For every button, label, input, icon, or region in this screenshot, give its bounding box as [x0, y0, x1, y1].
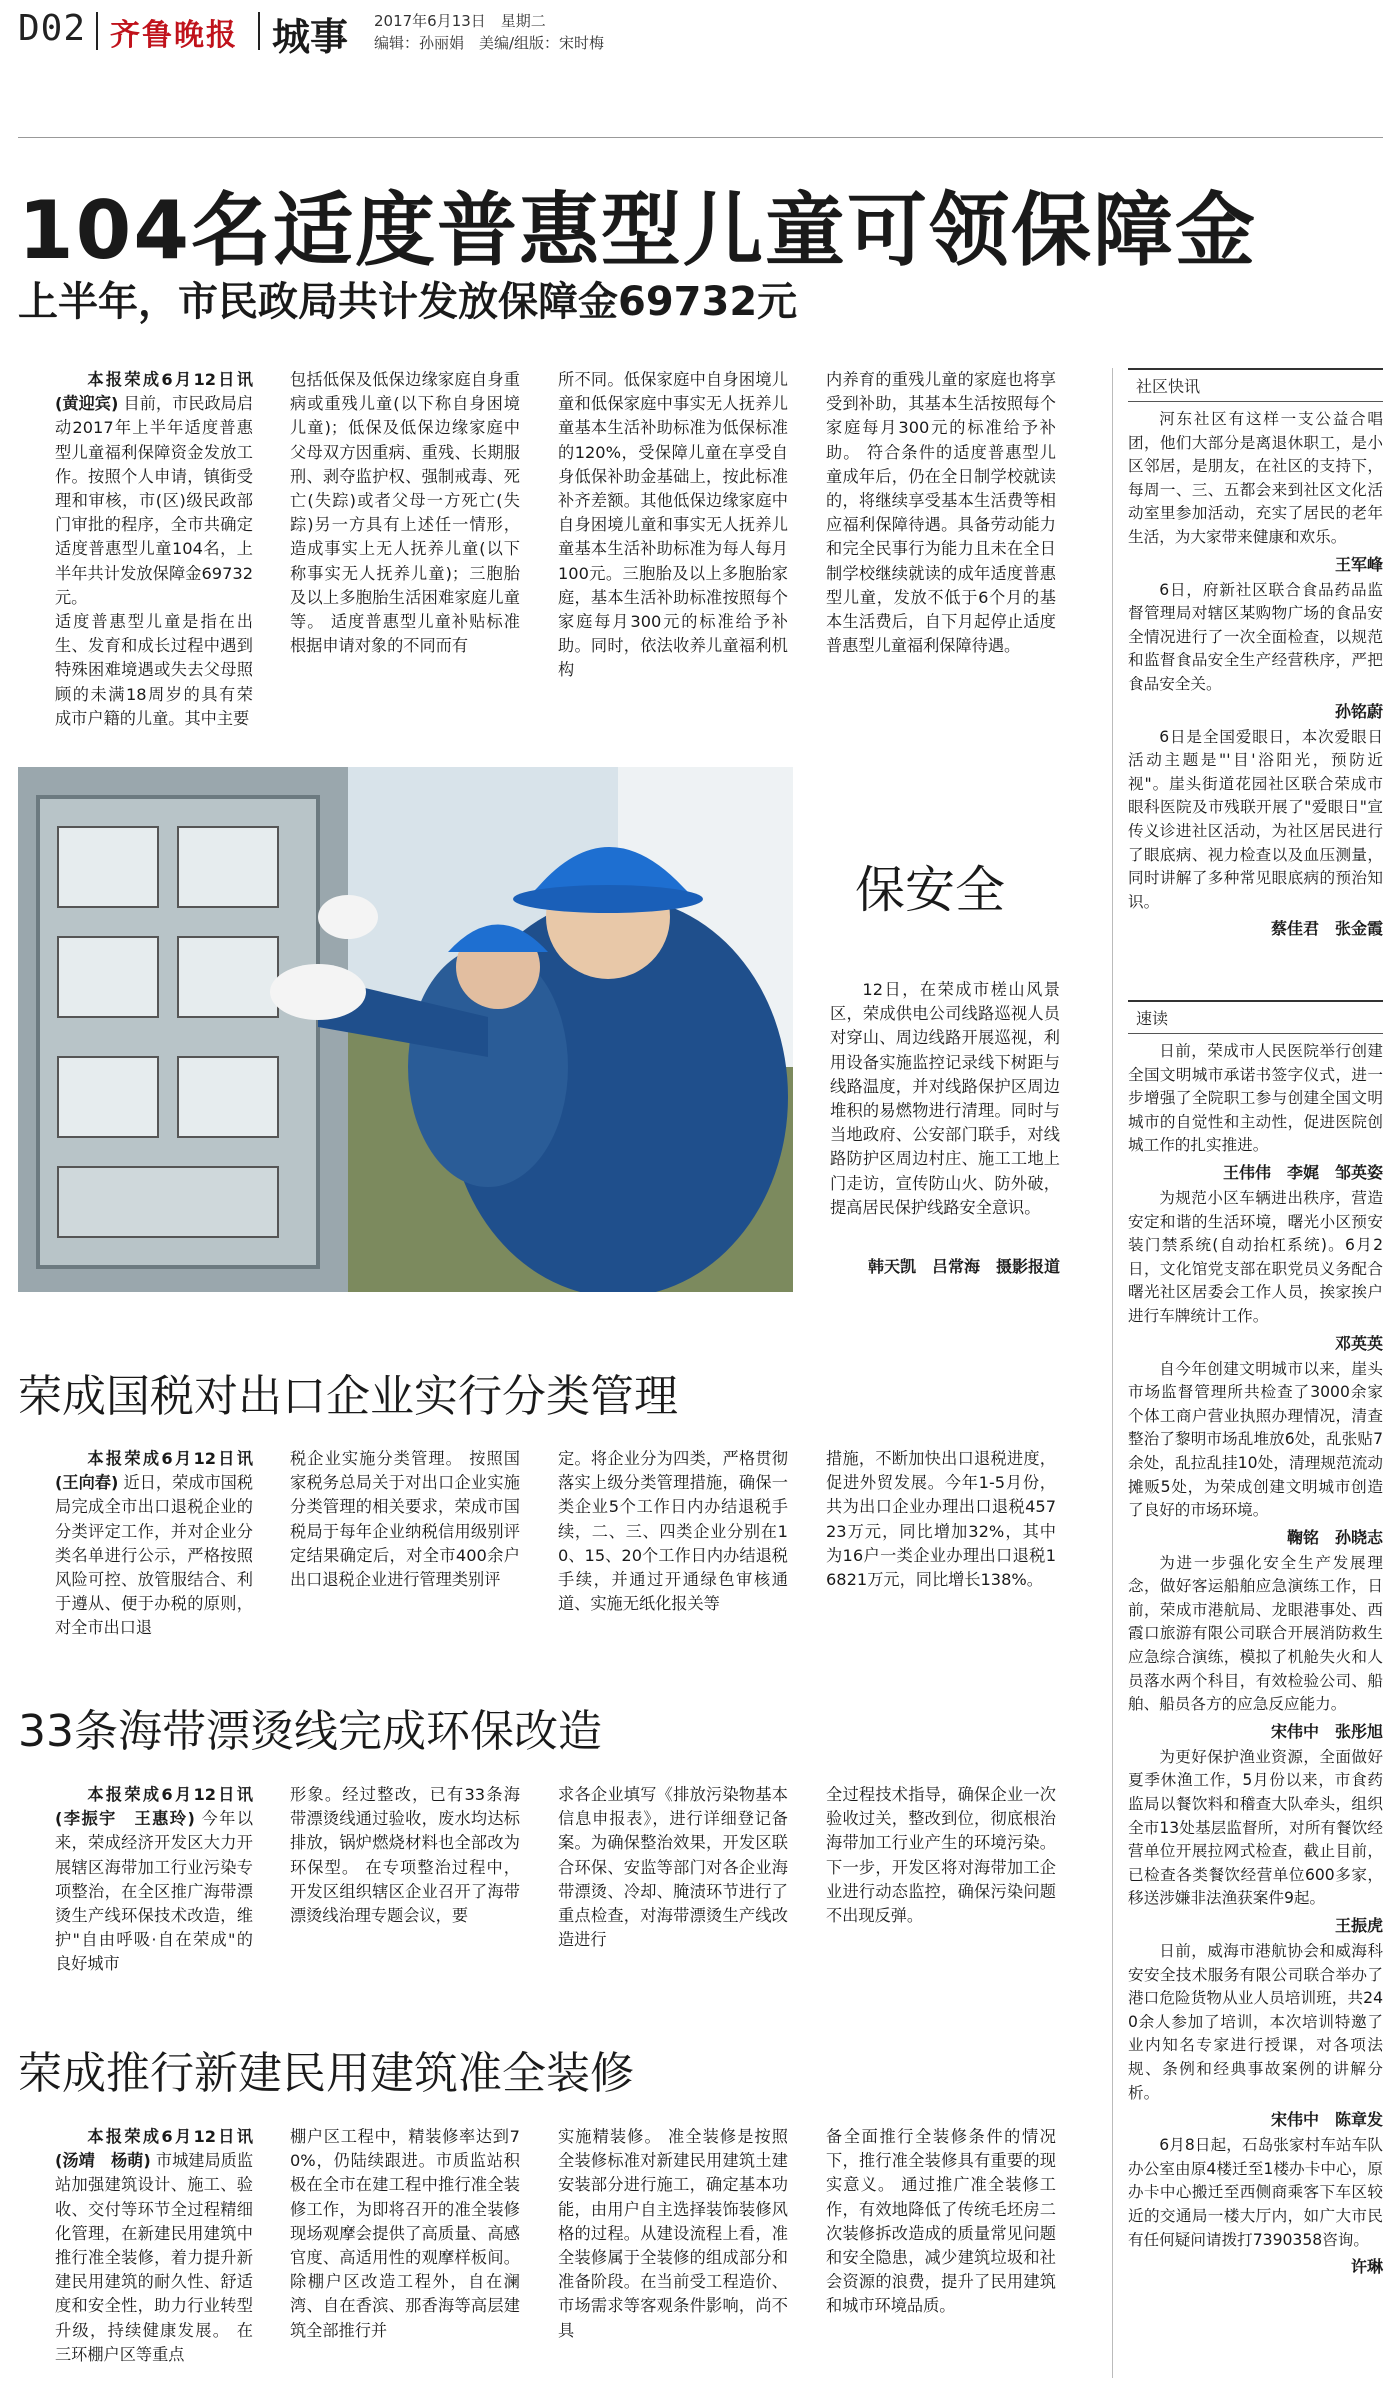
sidebar-item-author: 王军峰: [1334, 554, 1383, 574]
lead-column-3: 所不同。低保家庭中自身困境儿童和低保家庭中事实无人抚养儿童基本生活补助标准为低保标准的120%，受保障儿童在享受自身低保补助金基础上，按此标准补齐差额。其他低保边缘家庭中自身困境儿童和事实无人抚养儿童基本生活补助标准为每人每月100元。三胞胎及以上多胞胎家庭，基本生活补助标准按照每个家庭每月300元的标准给予补助。同时，依法收养儿童福利机构: [558, 370, 788, 680]
news-photo: [18, 767, 793, 1292]
issue-date: 2017年6月13日 星期二: [374, 12, 546, 30]
sea-column-3: 求各企业填写《排放污染物基本信息申报表》，进行详细登记备案。为确保整治效果，开发区联合环保、安监等部门对各企业海带漂烫、冷却、腌渍环节进行了重点检查，对海带漂烫生产线改造进行: [558, 1785, 788, 1950]
sidebar-item-author: 王伟伟 李娓 邹英姿: [1222, 1162, 1383, 1182]
sidebar-item-author: 宋伟中 陈章发: [1270, 2110, 1383, 2130]
sidebar-community-news: [1128, 368, 1383, 943]
sidebar-item-text: 日前，威海市港航协会和威海科安安全技术服务有限公司联合举办了港口危险货物从业人员培训班，共240余人参加了培训，本次培训特邀了业内知名专家进行授课，对各项法规、条例和经典事故案例的讲解分析。: [1128, 1942, 1383, 2102]
masthead-divider: [258, 12, 260, 50]
sidebar-item-text: 6日，府新社区联合食品药品监督管理局对辖区某购物广场的食品安全情况进行了一次全面检查，以规范和监督食品安全生产经营秩序，严把食品安全关。: [1128, 580, 1383, 693]
sidebar-item-text: 6日是全国爱眼日，本次爱眼日活动主题是"'目'浴阳光，预防近视"。崖头街道花园社区联合荣成市眼科医院及市残联开展了"爱眼日"宣传义诊进社区活动，为社区居民进行了眼底病、视力检查以及血压测量，同时讲解了多种常见眼底病的预治知识。: [1128, 727, 1383, 911]
sidebar-item-author: 宋伟中 张彤旭: [1270, 1721, 1383, 1741]
tax-column-2: 税企业实施分类管理。 按照国家税务总局关于对出口企业实施分类管理的相关要求，荣成市国税局于每年企业纳税信用级别评定结果确定后，对全市400余户出口退税企业进行管理类别评: [290, 1449, 520, 1590]
build-column-1: [55, 2125, 253, 2367]
sidebar-item-text: 为规范小区车辆进出秩序，营造安定和谐的生活环境，曙光小区预安装门禁系统(自动抬杠系统)。6月2日，文化馆党支部在职党员义务配合曙光社区居委会工作人员，挨家挨户进行车牌统计工作。: [1128, 1188, 1383, 1325]
sea-column-2: 形象。经过整改，已有33条海带漂烫线通过验收，废水均达标排放，锅炉燃烧材料也全部改为环保型。 在专项整治过程中，开发区组织辖区企业召开了海带漂烫线治理专题会议，要: [290, 1785, 520, 1926]
lead-column-2: 包括低保及低保边缘家庭自身重病或重残儿童(以下称自身困境儿童)；低保及低保边缘家庭中父母双方因重病、重残、长期服刑、剥夺监护权、强制戒毒、死亡(失踪)或者父母一方死亡(失踪)另一方具有上述任一情形，造成事实上无人抚养儿童(以下称事实无人抚养儿童)；三胞胎及以上多胞胎生活困难家庭儿童等。 适度普惠型儿童补贴标准根据申请对象的不同而有: [290, 370, 520, 656]
lead-subhead: 上半年，市民政局共计发放保障金69732元: [18, 279, 798, 325]
tax-headline: 荣成国税对出口企业实行分类管理: [18, 1371, 678, 1422]
sidebar-item-author: 鞠铭 孙晓志: [1286, 1527, 1383, 1547]
build-column-4: 备全面推行全装修条件的情况下，推行准全装修具有重要的现实意义。 通过推广准全装修工作，有效地降低了传统毛坯房二次装修拆改造成的质量常见问题和安全隐患，减少建筑垃圾和社会资源的浪费，提升了民用建筑和城市环境品质。: [826, 2127, 1056, 2316]
tax-column-3: 定。将企业分为四类，严格贯彻落实上级分类管理措施，确保一类企业5个工作日内办结退税手续，二、三、四类企业分别在10、15、20个工作日内办结退税手续，并通过开通绿色审核通道、实施无纸化报关等: [558, 1449, 788, 1614]
sidebar-title: 社区快讯: [1128, 368, 1383, 402]
sidebar-item-author: 许琳: [1350, 2257, 1383, 2277]
masthead-divider: [96, 12, 98, 50]
sea-column-1: [55, 1783, 253, 1977]
tax-dateline: 本报荣成6月12日讯(王向春): [55, 1449, 253, 1493]
sidebar-item-text: 为进一步强化安全生产发展理念，做好客运船舶应急演练工作，日前，荣成市港航局、龙眼港事处、西霞口旅游有限公司联合开展消防救生应急综合演练，模拟了机舱失火和人员落水两个科目，有效检验公司、船舶、船员各方的应急反应能力。: [1128, 1553, 1383, 1714]
lead-headline: 104名适度普惠型儿童可领保障金: [18, 184, 1257, 277]
photo-story-title: 保安全: [855, 861, 1005, 919]
sea-headline: 33条海带漂烫线完成环保改造: [18, 1706, 602, 1757]
newspaper-logo: 齐鲁晚报: [110, 18, 238, 53]
sea-dateline: 本报荣成6月12日讯(李振宇 王惠玲): [55, 1785, 253, 1829]
photo-credit: 韩天凯 吕常海 摄影报道: [867, 1257, 1060, 1276]
build-dateline: 本报荣成6月12日讯(汤靖 杨萌): [55, 2127, 253, 2171]
sea-column-4: 全过程技术指导，确保企业一次验收过关，整改到位，彻底根治海带加工行业产生的环境污染。 下一步，开发区将对海带加工企业进行动态监控，确保污染问题不出现反弹。: [826, 1785, 1056, 1926]
sidebar-title: 速读: [1128, 1000, 1383, 1034]
tax-column-1: [55, 1447, 253, 1641]
sidebar-item-text: 6月8日起，石岛张家村车站车队办公室由原4楼迁至1楼办卡中心，原办卡中心搬迁至西侧商乘客下车区较近的交通局一楼大厅内，如广大市民有任何疑问请拨打7390358咨询。: [1128, 2136, 1383, 2249]
lead-dateline: 本报荣成6月12日讯(黄迎宾): [55, 370, 253, 414]
sidebar-item-author: 王振虎: [1334, 1916, 1383, 1935]
sidebar-item-author: 蔡佳君 张金霞: [1270, 919, 1383, 939]
sidebar-item-text: 自今年创建文明城市以来，崖头市场监督管理所共检查了3000余家个体工商户营业执照办理情况，清查整治了黎明市场乱堆放6处，乱张贴7余处，乱拉乱挂10处，清理规范流动摊贩5处，为荣成创建文明城市创造了良好的市场环境。: [1128, 1359, 1383, 1520]
editor-line: 编辑：孙丽娟 美编/组版：宋时梅: [374, 34, 605, 52]
masthead-rule: [18, 137, 1383, 138]
section-name: 城事: [272, 15, 349, 59]
sidebar-brief-news: [1128, 1000, 1383, 2281]
tax-column-4: 措施，不断加快出口退税进度，促进外贸发展。今年1-5月份，共为出口企业办理出口退税45723万元，同比增加32%，其中为16户一类企业办理出口退税16821万元，同比增长138%。: [826, 1449, 1056, 1590]
build-headline: 荣成推行新建民用建筑准全装修: [18, 2048, 634, 2099]
lead-column-text: 目前，市民政局启动2017年上半年适度普惠型儿童福利保障资金发放工作。按照个人申请，镇街受理和审核，市(区)级民政部门审批的程序，全市共确定适度普惠型儿童104名，上半年共计发放保障金69732元。 适度普惠型儿童是指在出生、发育和成长过程中遇到特殊困难境遇或失去父母照顾的未满18周岁的具有荣成市户籍的儿童。其中主要: [55, 394, 254, 728]
build-column-text: 市城建局质监站加强建筑设计、施工、验收、交付等环节全过程精细化管理，在新建民用建筑中推行准全装修，着力提升新建民用建筑的耐久性、舒适度和安全性，助力行业转型升级，持续健康发展。 在三环棚户区等重点: [55, 2151, 254, 2364]
build-column-2: 棚户区工程中，精装修率达到70%，仍陆续跟进。市质监站积极在全市在建工程中推行准全装修工作，为即将召开的准全装修现场观摩会提供了高质量、高感官度、高适用性的观摩样板间。除棚户区改造工程外，自在澜湾、自在香滨、那香海等高层建筑全部推行并: [290, 2127, 520, 2340]
sidebar-item-author: 孙铭蔚: [1334, 701, 1383, 721]
sidebar-divider: [1112, 368, 1113, 2378]
build-column-3: 实施精装修。 准全装修是按照全装修标准对新建民用建筑土建安装部分进行施工，确定基本功能，由用户自主选择装饰装修风格的过程。从建设流程上看，准全装修属于全装修的组成部分和准备阶段。在当前受工程造价、市场需求等客观条件影响，尚不具: [558, 2127, 788, 2340]
sidebar-item-text: 日前，荣成市人民医院举行创建全国文明城市承诺书签字仪式，进一步增强了全院职工参与创建全国文明城市的自觉性和主动性，促进医院创城工作的扎实推进。: [1128, 1042, 1383, 1155]
tax-column-text: 近日，荣成市国税局完成全市出口退税企业的分类评定工作，并对企业分类名单进行公示，严格按照风险可控、放管服结合、利于遵从、便于办税的原则，对全市出口退: [55, 1473, 254, 1638]
sidebar-item-text: 为更好保护渔业资源，全面做好夏季休渔工作，5月份以来，市食药监局以餐饮料和稽查大队牵头，组织全市13处基层监督所，对所有餐饮经营单位开展拉网式检查，截止目前，已检查各类餐饮经营单位600多家，移送涉嫌非法渔获案件9起。: [1128, 1747, 1383, 1908]
sidebar-item-text: 河东社区有这样一支公益合唱团，他们大部分是离退休职工，是小区邻居，是朋友，在社区的支持下，每周一、三、五都会来到社区文化活动室里参加活动，充实了居民的老年生活，为大家带来健康和欢乐。: [1128, 410, 1383, 546]
lead-column-1: [55, 368, 253, 731]
page-number: D02: [18, 8, 87, 49]
sidebar-item-author: 邓英英: [1334, 1333, 1383, 1353]
lead-column-4: 内养育的重残儿童的家庭也将享受到补助，其基本生活按照每个家庭每月300元的标准给予补助。 符合条件的适度普惠型儿童成年后，仍在全日制学校就读的，将继续享受基本生活费等相应福利保障待遇。具备劳动能力和完全民事行为能力且未在全日制学校继续就读的成年适度普惠型儿童，发放不低于6个月的基本生活费后，自下月起停止适度普惠型儿童福利保障待遇。: [826, 370, 1056, 656]
sea-column-text: 今年以来，荣成经济开发区大力开展辖区海带加工行业污染专项整治，在全区推广海带漂烫生产线环保技术改造，维护"自由呼吸·自在荣成"的良好城市: [55, 1809, 254, 1974]
photo-story-body: 12日，在荣成市槎山风景区，荣成供电公司线路巡视人员对穿山、周边线路开展巡视，利用设备实施监控记录线下树距与线路温度，并对线路保护区周边堆积的易燃物进行清理。同时与当地政府、公安部门联手，对线路防护区周边村庄、施工工地上门走访，宣传防山火、防外破，提高居民保护线路安全意识。: [830, 980, 1060, 1217]
